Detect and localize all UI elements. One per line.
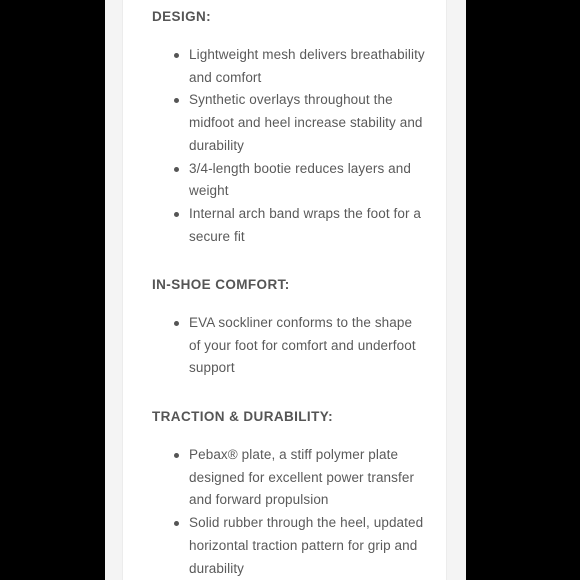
list-item: EVA sockliner conforms to the shape of your foot for comfort and underfoot support	[189, 312, 425, 380]
bullet-dot-icon	[174, 53, 179, 58]
bullet-dot-icon	[174, 321, 179, 326]
list-item: 3/4-length bootie reduces layers and weight	[189, 158, 425, 203]
design-list	[189, 44, 425, 248]
section-heading-design: DESIGN:	[152, 9, 212, 24]
list-item: Internal arch band wraps the foot for a secure fit	[189, 203, 425, 248]
product-details-card	[122, 0, 447, 580]
bullet-dot-icon	[174, 453, 179, 458]
list-item: Synthetic overlays throughout the midfoot and heel increase stability and durability	[189, 89, 425, 157]
product-description-screen	[105, 0, 466, 580]
bullet-dot-icon	[174, 167, 179, 172]
list-item: Solid rubber through the heel, updated horizontal traction pattern for grip and durability	[189, 512, 425, 580]
list-item: Pebax® plate, a stiff polymer plate designed for excellent power transfer and forward propulsion	[189, 444, 425, 512]
traction-durability-list	[189, 444, 425, 580]
list-item: Lightweight mesh delivers breathability and comfort	[189, 44, 425, 89]
bullet-dot-icon	[174, 212, 179, 217]
in-shoe-comfort-list	[189, 312, 425, 380]
bullet-dot-icon	[174, 98, 179, 103]
bullet-dot-icon	[174, 521, 179, 526]
section-heading-traction-durability: TRACTION & DURABILITY:	[152, 409, 334, 424]
section-heading-in-shoe-comfort: IN-SHOE COMFORT:	[152, 277, 290, 292]
